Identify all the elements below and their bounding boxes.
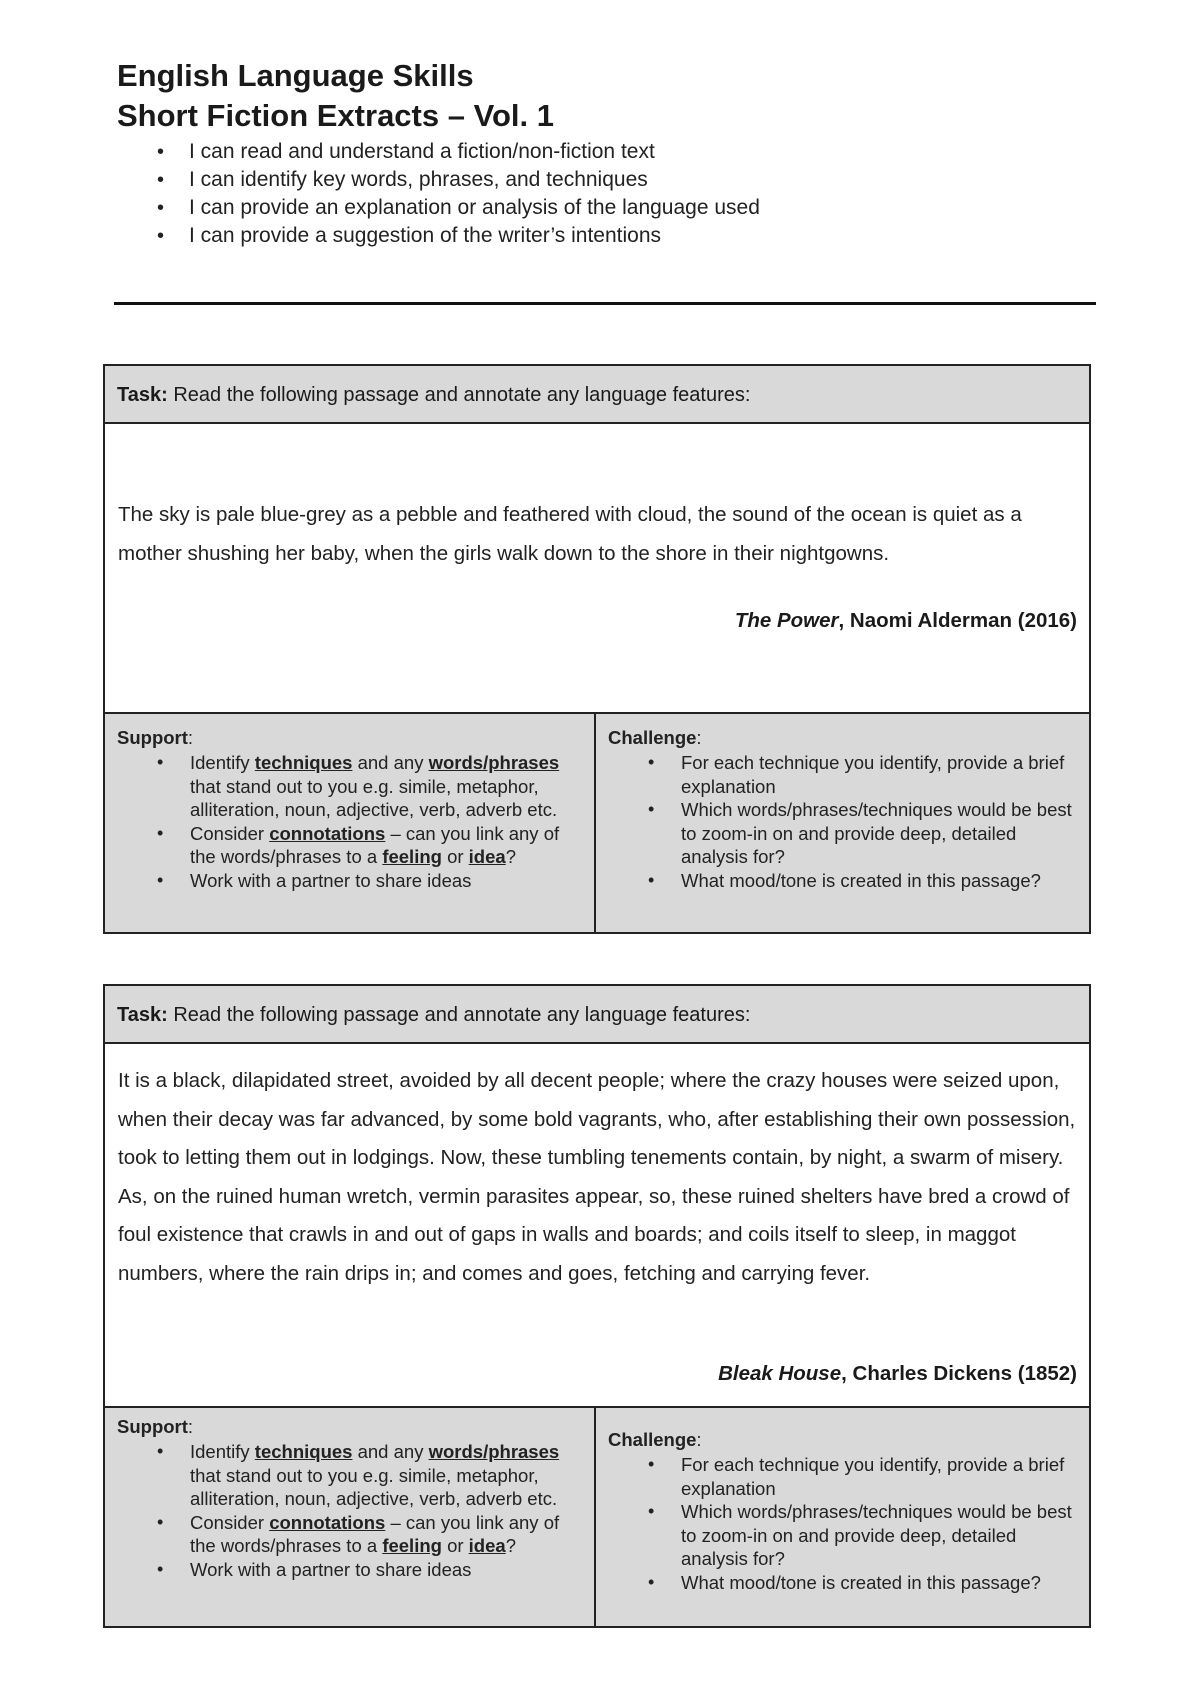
task-instruction: Read the following passage and annotate any language features: [167, 384, 751, 406]
task-label: Task: [117, 1004, 168, 1026]
challenge-cell [596, 1408, 1089, 1626]
objective-item: • I can read and understand a fiction/non-fiction text [117, 138, 760, 166]
task-box-2 [103, 984, 1091, 1628]
source-author: , Naomi Alderman (2016) [838, 609, 1077, 632]
challenge-list [608, 751, 1079, 892]
support-heading: Support: [117, 1416, 194, 1437]
support-item: • Work with a partner to share ideas [117, 869, 584, 893]
passage-source [735, 609, 1077, 633]
source-title: Bleak House [718, 1362, 842, 1385]
objective-item: • I can identify key words, phrases, and techniques [117, 166, 760, 194]
challenge-heading: Challenge: [608, 727, 702, 748]
passage-text: The sky is pale blue-grey as a pebble and feathered with cloud, the sound of the ocean is quiet as a mother shushing her baby, when the girls walk down to the shore in their nightgowns. [118, 503, 1022, 565]
header-divider [114, 302, 1096, 305]
challenge-cell [596, 714, 1089, 932]
support-cell [105, 1408, 596, 1626]
source-author: , Charles Dickens (1852) [841, 1362, 1077, 1385]
page-title: English Language Skills [117, 58, 474, 93]
task-heading [105, 986, 1089, 1044]
support-item: • Consider connotations – can you link any of the words/phrases to a feeling or idea? [117, 1511, 584, 1558]
objective-item: • I can provide a suggestion of the writer’s intentions [117, 222, 760, 250]
support-item: • Work with a partner to share ideas [117, 1558, 584, 1582]
task-instruction: Read the following passage and annotate any language features: [167, 1004, 751, 1026]
task-heading [105, 366, 1089, 424]
challenge-item: • Which words/phrases/techniques would be best to zoom-in on and provide deep, detailed analysis for? [608, 1500, 1079, 1571]
challenge-item: • For each technique you identify, provide a brief explanation [608, 1453, 1079, 1500]
page-subtitle: Short Fiction Extracts – Vol. 1 [117, 98, 554, 133]
challenge-item: • Which words/phrases/techniques would be best to zoom-in on and provide deep, detailed analysis for? [608, 798, 1079, 869]
challenge-heading: Challenge: [608, 1429, 702, 1450]
task-label: Task: [117, 384, 168, 406]
task-box-1 [103, 364, 1091, 934]
support-item: • Consider connotations – can you link any of the words/phrases to a feeling or idea? [117, 822, 584, 869]
passage-text: It is a black, dilapidated street, avoided by all decent people; where the crazy houses were seized upon, when their decay was far advanced, by some bold vagrants, who, after establishing their own possession, took to letting them out in lodgings. Now, these tumbling tenements contain, by night, a swarm of misery. As, on the ruined human wretch, vermin parasites appear, so, these ruined shelters have bred a crowd of foul existence that crawls in and out of gaps in walls and boards; and coils itself to sleep, in maggot numbers, where the rain drips in; and comes and goes, fetching and carrying fever. [118, 1069, 1076, 1285]
support-challenge-row [105, 1406, 1089, 1626]
support-list [117, 751, 584, 892]
learning-objectives-list [117, 138, 760, 250]
support-challenge-row [105, 712, 1089, 932]
source-title: The Power [734, 609, 839, 632]
support-item: • Identify techniques and any words/phrases that stand out to you e.g. simile, metaphor, alliteration, noun, adjective, verb, adverb etc. [117, 1440, 584, 1511]
support-heading: Support: [117, 727, 194, 748]
passage-source [718, 1362, 1077, 1386]
challenge-item: • What mood/tone is created in this passage? [608, 1571, 1079, 1595]
challenge-list [608, 1453, 1079, 1594]
support-item: • Identify techniques and any words/phrases that stand out to you e.g. simile, metaphor, alliteration, noun, adjective, verb, adverb etc. [117, 751, 584, 822]
challenge-item: • For each technique you identify, provide a brief explanation [608, 751, 1079, 798]
support-cell [105, 714, 596, 932]
objective-item: • I can provide an explanation or analysis of the language used [117, 194, 760, 222]
support-list [117, 1440, 584, 1581]
challenge-item: • What mood/tone is created in this passage? [608, 869, 1079, 893]
